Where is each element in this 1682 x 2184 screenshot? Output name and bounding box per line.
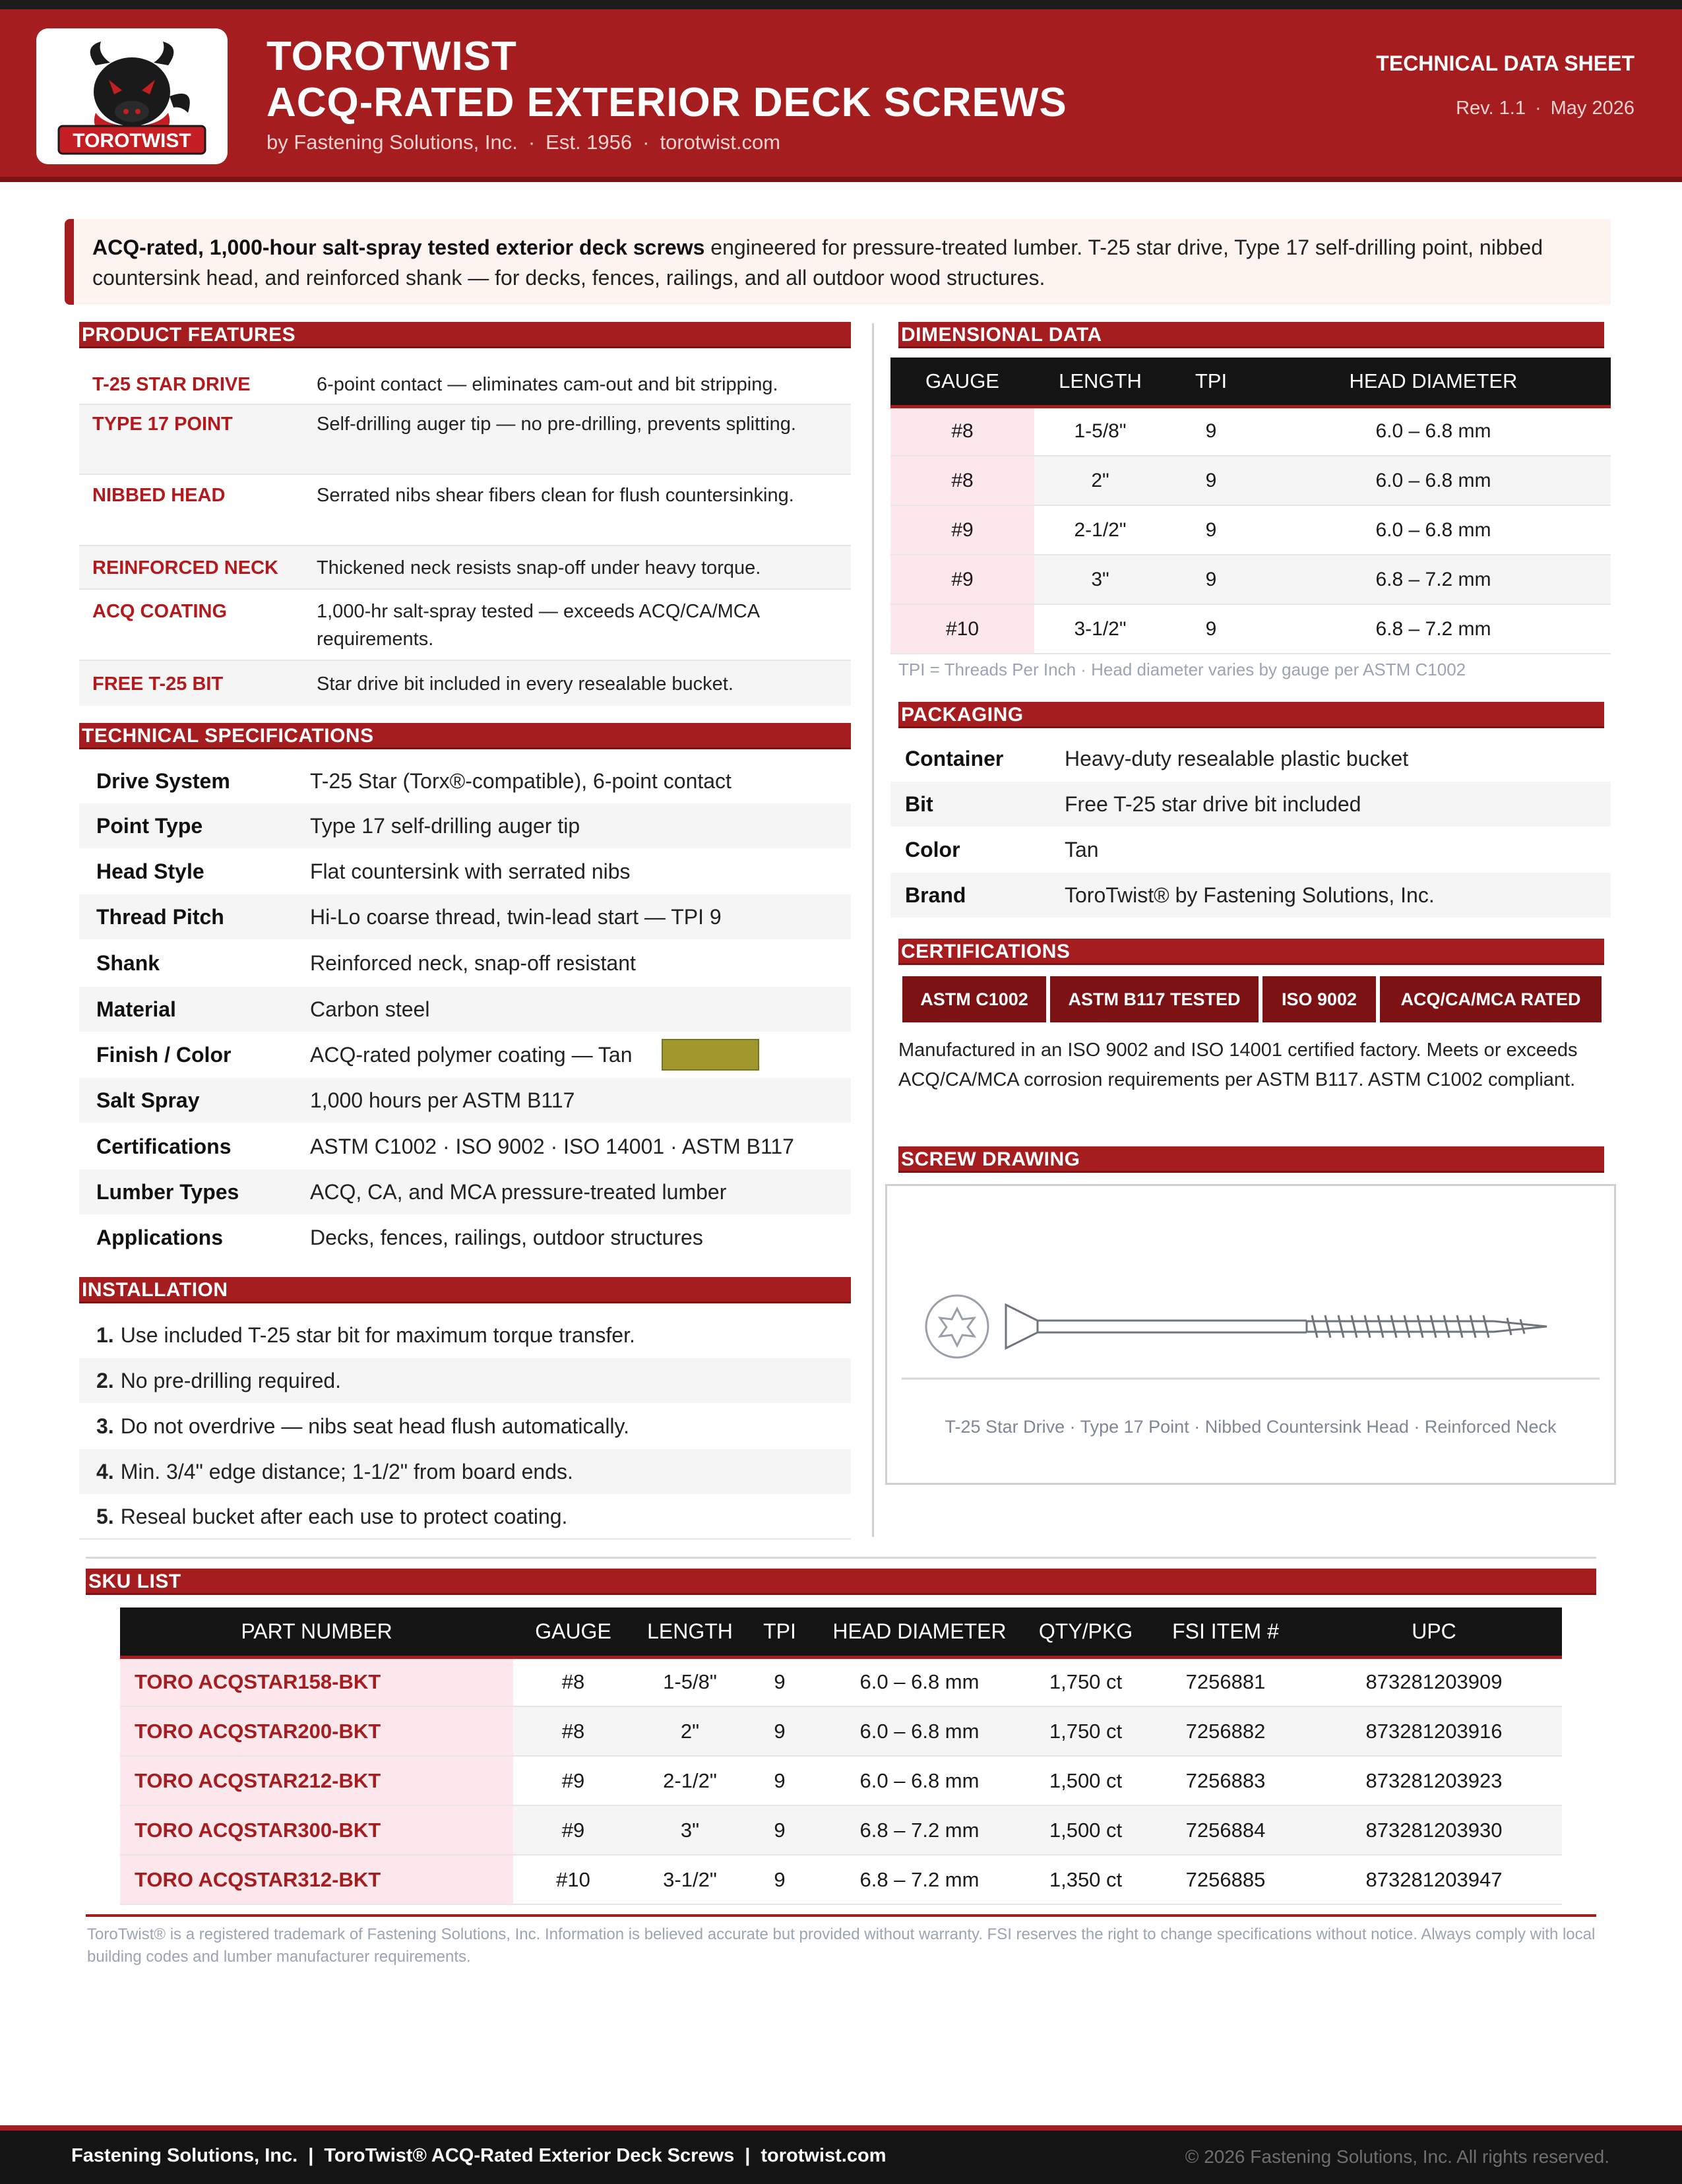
step-text: Reseal bucket after each use to protect coating. (120, 1504, 568, 1528)
spec-label: Shank (96, 951, 160, 975)
packaging-row (890, 873, 1611, 918)
packaging-label: Container (905, 746, 1004, 770)
part-number: TORO ACQSTAR300-BKT (120, 1805, 513, 1855)
feature-label: TYPE 17 POINT (92, 414, 233, 435)
table-cell: 9 (747, 1756, 813, 1805)
column-header: TPI (1166, 358, 1256, 406)
table-cell: 9 (1166, 456, 1256, 505)
step-number: 5. (96, 1504, 114, 1528)
dimensional-note: TPI = Threads Per Inch · Head diameter varies by gauge per ASTM C1002 (898, 660, 1466, 679)
spec-row (79, 803, 851, 848)
packaging-label: Bit (905, 792, 933, 816)
part-number: TORO ACQSTAR158-BKT (120, 1657, 513, 1706)
dimensional-table (890, 358, 1611, 654)
specs-heading: TECHNICAL SPECIFICATIONS (79, 723, 851, 749)
packaging-value: ToroTwist® by Fastening Solutions, Inc. (1065, 883, 1435, 907)
spec-label: Head Style (96, 859, 204, 883)
table-cell: 9 (1166, 604, 1256, 654)
spec-label: Lumber Types (96, 1179, 239, 1204)
table-cell: 9 (1166, 505, 1256, 555)
table-cell: 1,750 ct (1026, 1657, 1145, 1706)
table-cell: 9 (1166, 555, 1256, 604)
top-strip (0, 0, 1682, 9)
header-website: torotwist.com (660, 131, 781, 154)
part-number: TORO ACQSTAR312-BKT (120, 1855, 513, 1904)
install-step (79, 1495, 851, 1540)
table-cell: 6.0 – 6.8 mm (813, 1657, 1026, 1706)
star-drive-icon (926, 1295, 988, 1357)
spec-value: Hi-Lo coarse thread, twin-lead start — TPI 9 (310, 904, 722, 929)
table-cell: 2" (633, 1706, 747, 1756)
table-cell: 6.0 – 6.8 mm (1256, 505, 1611, 555)
feature-label: ACQ COATING (92, 601, 228, 622)
table-cell: 6.0 – 6.8 mm (1256, 456, 1611, 505)
disclaimer: ToroTwist® is a registered trademark of Fastening Solutions, Inc. Information is believed accurate but provided without warranty. FSI reserves the right to change specifications without notice. Always comply with local building codes and lumber manufacturer requirements. (87, 1925, 1596, 1966)
column-header: GAUGE (513, 1607, 633, 1657)
table-cell: 7256883 (1145, 1756, 1306, 1805)
spec-label: Salt Spray (96, 1088, 200, 1112)
table-row (890, 505, 1611, 555)
spec-row (79, 759, 851, 803)
table-cell: 9 (747, 1657, 813, 1706)
spec-label: Finish / Color (96, 1042, 232, 1067)
table-row (890, 604, 1611, 654)
table-cell: 7256884 (1145, 1805, 1306, 1855)
table-cell: 873281203909 (1306, 1657, 1562, 1706)
revision: Rev. 1.1 (1456, 98, 1526, 119)
feature-row (79, 590, 851, 661)
part-number: TORO ACQSTAR200-BKT (120, 1706, 513, 1756)
dimensional-heading: DIMENSIONAL DATA (898, 322, 1604, 348)
table-row (120, 1657, 1562, 1706)
table-cell: #10 (513, 1855, 633, 1904)
feature-value: 1,000-hr salt-spray tested — exceeds ACQ/CA/MCA requirements. (317, 601, 759, 650)
column-header: TPI (747, 1607, 813, 1657)
section-divider (86, 1557, 1596, 1559)
spec-label: Applications (96, 1225, 224, 1249)
certification-badges (902, 976, 1602, 1022)
column-header: GAUGE (890, 358, 1034, 406)
table-cell: 7256885 (1145, 1855, 1306, 1904)
table-cell: #9 (513, 1756, 633, 1805)
spec-value-with-swatch (310, 1039, 851, 1071)
table-cell: #9 (513, 1805, 633, 1855)
certification-badge: ASTM B117 TESTED (1050, 976, 1262, 1022)
doc-type: TECHNICAL DATA SHEET (1376, 51, 1635, 75)
table-row (120, 1855, 1562, 1904)
header-subtitle: by Fastening Solutions, Inc. · Est. 1956 · torotwist.com (266, 131, 781, 154)
table-cell: 3" (633, 1805, 747, 1855)
spec-value: 1,000 hours per ASTM B117 (310, 1088, 575, 1112)
table-cell: #9 (890, 555, 1034, 604)
column-header: FSI ITEM # (1145, 1607, 1306, 1657)
step-number: 3. (96, 1414, 114, 1438)
header (0, 9, 1682, 182)
step-text: Use included T-25 star bit for maximum torque transfer. (120, 1323, 635, 1347)
table-cell: 9 (747, 1706, 813, 1756)
spec-row (79, 987, 851, 1032)
drawing-heading: SCREW DRAWING (898, 1146, 1604, 1173)
table-row (120, 1756, 1562, 1805)
column-header: HEAD DIAMETER (1256, 358, 1611, 406)
spec-label: Drive System (96, 768, 230, 793)
table-cell: 1,750 ct (1026, 1706, 1145, 1756)
byline: by Fastening Solutions, Inc. (266, 131, 518, 154)
packaging-label: Brand (905, 883, 966, 907)
table-cell: #8 (513, 1706, 633, 1756)
feature-row (79, 405, 851, 475)
table-row (890, 555, 1611, 604)
column-header: HEAD DIAMETER (813, 1607, 1026, 1657)
feature-value: Star drive bit included in every resealable bucket. (317, 673, 733, 695)
spec-value: T-25 Star (Torx®-compatible), 6-point contact (310, 768, 732, 793)
spec-value: Decks, fences, railings, outdoor structures (310, 1225, 703, 1249)
spec-label: Material (96, 997, 176, 1021)
spec-row (79, 1215, 851, 1260)
step-number: 1. (96, 1323, 114, 1347)
spec-label: Point Type (96, 813, 203, 838)
part-number: TORO ACQSTAR212-BKT (120, 1756, 513, 1805)
certification-badge: ASTM C1002 (902, 976, 1050, 1022)
table-cell: 9 (747, 1805, 813, 1855)
feature-value: 6-point contact — eliminates cam-out and bit stripping. (317, 374, 778, 395)
copyright: © 2026 Fastening Solutions, Inc. All rights reserved. (1185, 2146, 1609, 2167)
spec-label: Thread Pitch (96, 904, 224, 929)
color-swatch (662, 1039, 759, 1071)
installation-heading: INSTALLATION (79, 1277, 851, 1303)
spec-value: Carbon steel (310, 997, 430, 1021)
step-text: No pre-drilling required. (120, 1368, 342, 1392)
spec-value: ACQ-rated polymer coating — Tan (310, 1042, 633, 1067)
feature-value: Thickened neck resists snap-off under heavy torque. (317, 557, 761, 578)
table-cell: 3-1/2" (1034, 604, 1166, 654)
features-heading: PRODUCT FEATURES (79, 322, 851, 348)
logo-text: TOROTWIST (73, 130, 191, 152)
table-cell: 7256882 (1145, 1706, 1306, 1756)
table-cell: 3-1/2" (633, 1855, 747, 1904)
table-cell: 6.0 – 6.8 mm (813, 1706, 1026, 1756)
step-text: Min. 3/4" edge distance; 1-1/2" from board ends. (120, 1459, 573, 1483)
table-cell: 873281203947 (1306, 1855, 1562, 1904)
table-cell: 6.0 – 6.8 mm (1256, 406, 1611, 456)
install-step (79, 1449, 851, 1494)
feature-label: FREE T-25 BIT (92, 673, 224, 695)
table-cell: 6.8 – 7.2 mm (813, 1805, 1026, 1855)
table-cell: 6.8 – 7.2 mm (1256, 604, 1611, 654)
table-cell: #9 (890, 505, 1034, 555)
sku-header-row (120, 1607, 1562, 1657)
table-cell: 2-1/2" (1034, 505, 1166, 555)
column-header: PART NUMBER (120, 1607, 513, 1657)
intro-callout (65, 219, 1611, 305)
packaging-value: Free T-25 star drive bit included (1065, 792, 1361, 816)
spec-value: Reinforced neck, snap-off resistant (310, 951, 636, 975)
spec-row (79, 941, 851, 985)
table-cell: 1-5/8" (1034, 406, 1166, 456)
column-header: LENGTH (633, 1607, 747, 1657)
feature-row (79, 365, 851, 405)
table-row (890, 456, 1611, 505)
feature-value: Self-drilling auger tip — no pre-drilling, prevents splitting. (317, 414, 796, 435)
feature-label: T-25 STAR DRIVE (92, 374, 251, 395)
certification-statement: Manufactured in an ISO 9002 and ISO 14001 certified factory. Meets or exceeds ACQ/CA/MCA corrosion requirements per ASTM B117. ASTM C1002 compliant. (898, 1040, 1578, 1090)
spec-row (79, 1124, 851, 1169)
dimensional-header-row (890, 358, 1611, 406)
screw-drawing (887, 1186, 1614, 1404)
feature-label: NIBBED HEAD (92, 485, 226, 506)
table-cell: 6.8 – 7.2 mm (1256, 555, 1611, 604)
bull-icon (90, 42, 190, 133)
column-header: UPC (1306, 1607, 1562, 1657)
table-cell: 873281203923 (1306, 1756, 1562, 1805)
established: Est. 1956 (545, 131, 633, 154)
step-number: 2. (96, 1368, 114, 1392)
intro-text: engineered for pressure-treated lumber. T-25 star drive, Type 17 self-drilling point, nibbed countersink head, and reinforced shank — for decks, fences, railings, and all outdoor wood structures. (92, 235, 1543, 290)
table-cell: #8 (890, 456, 1034, 505)
certification-badge: ACQ/CA/MCA RATED (1380, 976, 1602, 1022)
feature-row (79, 546, 851, 590)
intro-bold: ACQ-rated, 1,000-hour salt-spray tested exterior deck screws (92, 235, 705, 259)
table-row (890, 406, 1611, 456)
sku-table (120, 1607, 1562, 1905)
spec-row (79, 1170, 851, 1214)
drawing-caption: T-25 Star Drive · Type 17 Point · Nibbed Countersink Head · Reinforced Neck (945, 1417, 1557, 1437)
table-cell: 6.0 – 6.8 mm (813, 1756, 1026, 1805)
certifications-heading: CERTIFICATIONS (898, 939, 1604, 965)
table-cell: 1,500 ct (1026, 1756, 1145, 1805)
packaging-value: Heavy-duty resealable plastic bucket (1065, 746, 1409, 770)
footer-product: ToroTwist® ACQ-Rated Exterior Deck Screws (324, 2145, 735, 2166)
feature-row (79, 475, 851, 546)
table-cell: 2" (1034, 456, 1166, 505)
table-cell: 2-1/2" (633, 1756, 747, 1805)
table-cell: 3" (1034, 555, 1166, 604)
install-step (79, 1404, 851, 1449)
table-cell: 873281203930 (1306, 1805, 1562, 1855)
table-cell: 7256881 (1145, 1657, 1306, 1706)
packaging-heading: PACKAGING (898, 702, 1604, 728)
table-cell: 1,500 ct (1026, 1805, 1145, 1855)
feature-label: REINFORCED NECK (92, 557, 278, 578)
table-cell: 1-5/8" (633, 1657, 747, 1706)
feature-value: Serrated nibs shear fibers clean for flush countersinking. (317, 485, 794, 506)
sku-heading: SKU LIST (86, 1569, 1596, 1595)
table-cell: 6.8 – 7.2 mm (813, 1855, 1026, 1904)
spec-label: Certifications (96, 1134, 232, 1158)
spec-row (79, 849, 851, 894)
packaging-row (890, 782, 1611, 827)
footer-company: Fastening Solutions, Inc. (71, 2145, 298, 2166)
spec-row (79, 1078, 851, 1123)
table-cell: #8 (890, 406, 1034, 456)
table-row (120, 1706, 1562, 1756)
screw-drawing-panel (885, 1184, 1616, 1485)
disclaimer-rule (86, 1914, 1596, 1917)
table-row (120, 1805, 1562, 1855)
spec-row (79, 1032, 851, 1077)
footer (0, 2125, 1682, 2184)
certification-badge: ISO 9002 (1262, 976, 1380, 1022)
column-header: LENGTH (1034, 358, 1166, 406)
column-divider (872, 323, 874, 1537)
table-cell: 9 (1166, 406, 1256, 456)
step-text: Do not overdrive — nibs seat head flush automatically. (120, 1414, 630, 1438)
step-number: 4. (96, 1459, 114, 1483)
table-cell: #8 (513, 1657, 633, 1706)
install-step (79, 1358, 851, 1403)
spec-value: Type 17 self-drilling auger tip (310, 813, 580, 838)
table-cell: #10 (890, 604, 1034, 654)
brand-logo (36, 28, 228, 164)
packaging-label: Color (905, 837, 960, 861)
install-step (79, 1313, 851, 1357)
packaging-value: Tan (1065, 837, 1099, 861)
revision-info: Rev. 1.1 · May 2026 (1456, 98, 1635, 119)
column-header: QTY/PKG (1026, 1607, 1145, 1657)
spec-row (79, 894, 851, 939)
spec-value: Flat countersink with serrated nibs (310, 859, 631, 883)
spec-value: ACQ, CA, and MCA pressure-treated lumber (310, 1179, 727, 1204)
spec-value: ASTM C1002 · ISO 9002 · ISO 14001 · ASTM B117 (310, 1134, 794, 1158)
revision-date: May 2026 (1550, 98, 1635, 119)
footer-website: torotwist.com (761, 2145, 887, 2166)
packaging-row (890, 736, 1611, 781)
table-cell: 1,350 ct (1026, 1855, 1145, 1904)
product-title: ACQ-RATED EXTERIOR DECK SCREWS (266, 80, 1067, 125)
screw-side-icon (1006, 1305, 1547, 1348)
footer-info: Fastening Solutions, Inc. | ToroTwist® ACQ-Rated Exterior Deck Screws | torotwist.com (71, 2145, 887, 2166)
feature-row (79, 661, 851, 706)
table-cell: 9 (747, 1855, 813, 1904)
packaging-row (890, 827, 1611, 872)
product-brand-title: TOROTWIST (266, 34, 517, 79)
table-cell: 873281203916 (1306, 1706, 1562, 1756)
